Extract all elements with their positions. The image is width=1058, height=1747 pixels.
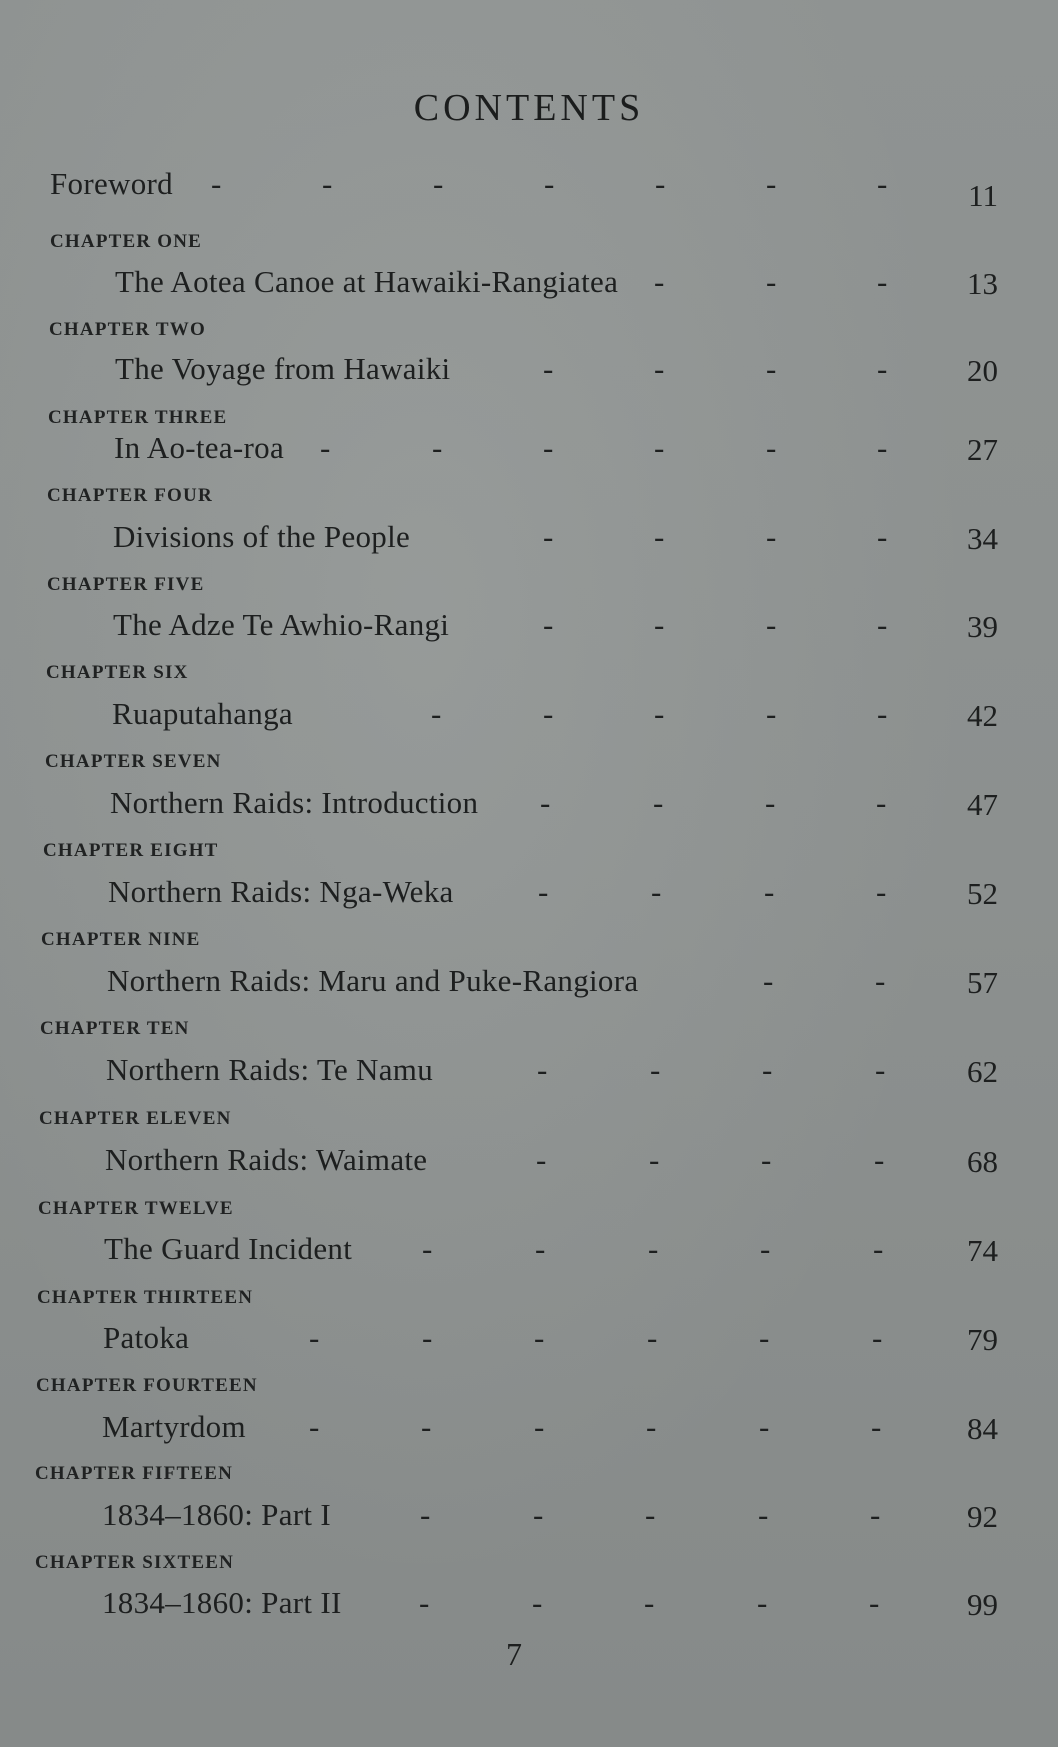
chapter-label: CHAPTER SIX xyxy=(46,662,189,683)
chapter-page-number: 74 xyxy=(967,1233,998,1268)
chapter-label: CHAPTER FIFTEEN xyxy=(35,1463,233,1484)
chapter-title: Northern Raids: Maru and Puke-Rangiora xyxy=(107,963,639,998)
chapter-title: Northern Raids: Introduction xyxy=(110,785,479,820)
chapter-label: CHAPTER ELEVEN xyxy=(39,1108,232,1129)
chapter-title: The Voyage from Hawaiki xyxy=(115,351,451,386)
chapter-title: The Adze Te Awhio-Rangi xyxy=(113,607,450,642)
chapter-page-number: 52 xyxy=(967,876,998,911)
chapter-page-number: 13 xyxy=(967,266,998,301)
chapter-row: Patoka - - - - - - 79 xyxy=(103,1320,998,1357)
chapter-page-number: 57 xyxy=(967,965,998,1000)
chapter-label: CHAPTER FOUR xyxy=(47,485,213,506)
chapter-page-number: 34 xyxy=(967,521,998,556)
chapter-page-number: 84 xyxy=(967,1411,998,1446)
chapter-page-number: 39 xyxy=(967,609,998,644)
chapter-label: CHAPTER TEN xyxy=(40,1018,190,1039)
chapter-page-number: 68 xyxy=(967,1144,998,1179)
chapter-label: CHAPTER FOURTEEN xyxy=(36,1375,258,1396)
chapter-label: CHAPTER SIXTEEN xyxy=(35,1552,235,1573)
chapter-row: Northern Raids: Waimate - - - - 68 xyxy=(105,1142,998,1179)
chapter-row: The Voyage from Hawaiki - - - - 20 xyxy=(115,351,998,388)
chapter-row: Ruaputahanga - - - - - 42 xyxy=(112,696,998,733)
chapter-page-number: 42 xyxy=(967,698,998,733)
foreword-title: Foreword xyxy=(50,166,173,201)
chapter-label: CHAPTER FIVE xyxy=(47,574,205,595)
chapter-page-number: 27 xyxy=(967,432,998,467)
chapter-row: Northern Raids: Introduction - - - - 47 xyxy=(110,785,998,822)
chapter-row: The Adze Te Awhio-Rangi - - - - 39 xyxy=(113,607,998,644)
chapter-label: CHAPTER SEVEN xyxy=(45,751,222,772)
chapter-title: The Aotea Canoe at Hawaiki-Rangiatea xyxy=(115,264,619,299)
chapter-page-number: 92 xyxy=(967,1499,998,1534)
chapter-title: Ruaputahanga xyxy=(112,696,293,731)
chapter-label: CHAPTER NINE xyxy=(41,929,201,950)
chapter-row: Divisions of the People - - - - 34 xyxy=(113,519,998,556)
chapter-title: Northern Raids: Te Namu xyxy=(106,1052,434,1087)
chapter-row: The Aotea Canoe at Hawaiki-Rangiatea - - - 13 xyxy=(115,264,998,301)
chapter-title: Patoka xyxy=(103,1320,190,1355)
chapter-title: 1834–1860: Part II xyxy=(102,1585,342,1620)
chapter-title: Divisions of the People xyxy=(113,519,411,554)
chapter-page-number: 99 xyxy=(967,1587,998,1622)
chapter-row: 1834–1860: Part I - - - - - 92 xyxy=(102,1497,998,1534)
chapter-page-number: 62 xyxy=(967,1054,998,1089)
chapter-label: CHAPTER TWELVE xyxy=(38,1198,234,1219)
page-number: 7 xyxy=(506,1636,522,1672)
chapter-label: CHAPTER THIRTEEN xyxy=(37,1287,254,1308)
chapter-page-number: 20 xyxy=(967,353,998,388)
chapter-row: Northern Raids: Maru and Puke-Rangiora - - 57 xyxy=(107,963,998,1000)
chapter-label: CHAPTER ONE xyxy=(50,231,203,252)
chapter-title: The Guard Incident xyxy=(104,1231,353,1266)
chapter-page-number: 47 xyxy=(967,787,998,822)
chapter-label: CHAPTER EIGHT xyxy=(43,840,219,861)
chapter-row: 1834–1860: Part II - - - - - 99 xyxy=(102,1585,998,1622)
chapter-label: CHAPTER TWO xyxy=(49,319,206,340)
chapter-page-number: 79 xyxy=(967,1322,998,1357)
foreword-row: Foreword - - - - - - - 11 xyxy=(50,166,998,213)
chapter-title: Northern Raids: Nga-Weka xyxy=(108,874,454,909)
chapter-title: 1834–1860: Part I xyxy=(102,1497,331,1532)
chapter-title: Martyrdom xyxy=(102,1409,246,1444)
chapter-title: Northern Raids: Waimate xyxy=(105,1142,428,1177)
chapter-row: The Guard Incident - - - - - 74 xyxy=(104,1231,998,1268)
chapter-row: Martyrdom - - - - - - 84 xyxy=(102,1409,998,1446)
chapter-row: Northern Raids: Nga-Weka - - - - 52 xyxy=(108,874,998,911)
contents-heading: CONTENTS xyxy=(413,87,645,129)
chapter-row: In Ao-tea-roa - - - - - - 27 xyxy=(114,430,998,467)
chapter-title: In Ao-tea-roa xyxy=(114,430,285,465)
chapter-row: Northern Raids: Te Namu - - - - 62 xyxy=(106,1052,998,1089)
foreword-page-number: 11 xyxy=(968,178,998,213)
chapter-label: CHAPTER THREE xyxy=(48,407,228,428)
